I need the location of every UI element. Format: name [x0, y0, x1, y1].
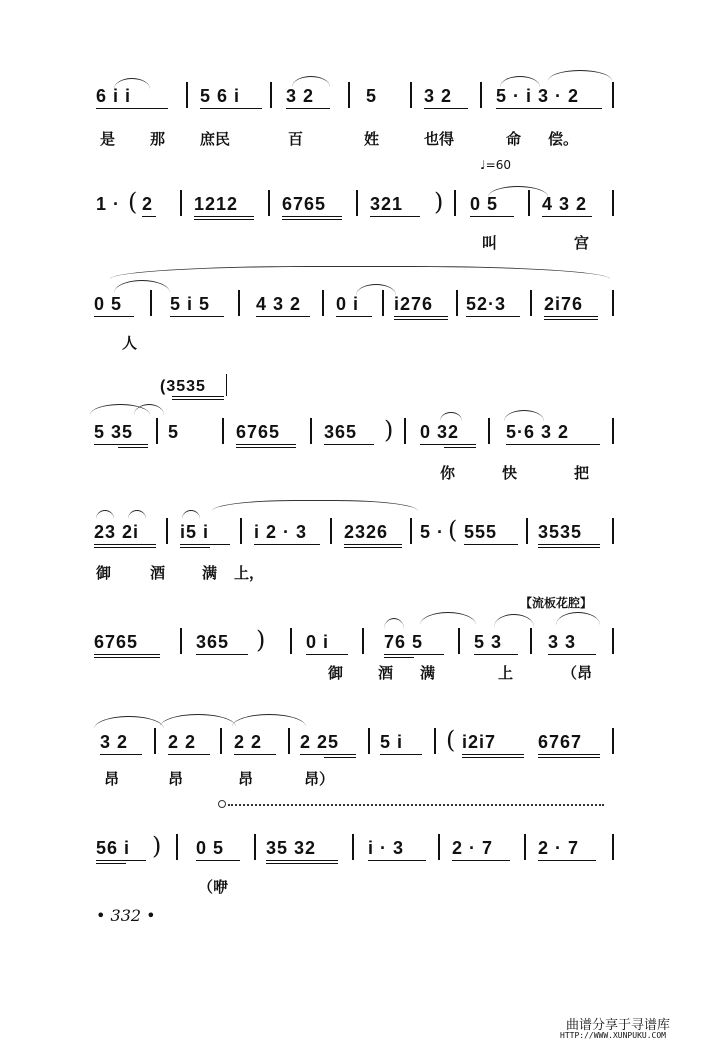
- lyric: 酒: [378, 664, 394, 682]
- underline: [168, 754, 210, 755]
- underline: [544, 316, 598, 317]
- underline: [142, 216, 156, 217]
- row-3-notes-e: i276: [394, 294, 434, 314]
- underline: [172, 399, 224, 400]
- slur: [160, 714, 236, 727]
- slur: [548, 70, 612, 81]
- row-7-notes-g: 6767: [538, 732, 583, 752]
- underline: [394, 319, 448, 320]
- lyric: 满: [202, 564, 218, 582]
- slur: [440, 412, 462, 421]
- lyric: 酒: [150, 564, 166, 582]
- barline: [410, 82, 412, 108]
- barline: [530, 628, 532, 654]
- underline: [94, 544, 156, 545]
- paren-open: (: [446, 726, 456, 754]
- underline: [368, 860, 426, 861]
- barline: [454, 190, 456, 216]
- barline: [612, 518, 614, 544]
- underline: [344, 547, 402, 548]
- row-7-notes-f: i2i7: [462, 732, 497, 752]
- row-6-notes-d: 76 5: [384, 632, 424, 652]
- row-5-notes-d: 2326: [344, 522, 389, 542]
- row-2-notes-a: 1 ·: [96, 194, 121, 214]
- underline: [538, 547, 600, 548]
- slur: [500, 76, 540, 87]
- barline: [362, 628, 364, 654]
- underline: [254, 544, 320, 545]
- slur: [182, 510, 200, 519]
- barline: [368, 728, 370, 754]
- lyric: 昂）: [304, 770, 335, 788]
- underline: [194, 216, 254, 217]
- barline: [524, 834, 526, 860]
- section-tag: 【流板花腔】: [520, 596, 593, 610]
- underline: [542, 216, 592, 217]
- row-6-notes-f: 3 3: [548, 632, 577, 652]
- underline: [194, 219, 254, 220]
- underline: [324, 444, 374, 445]
- paren-close: ): [434, 188, 444, 216]
- underline: [506, 444, 600, 445]
- underline: [100, 754, 142, 755]
- barline: [310, 418, 312, 444]
- page-number: • 332 •: [96, 906, 156, 925]
- underline: [538, 544, 600, 545]
- long-slur: [110, 266, 610, 279]
- underline: [384, 657, 414, 658]
- underline: [496, 108, 602, 109]
- underline: [96, 108, 168, 109]
- barline: [348, 82, 350, 108]
- row-5-notes-g: 3535: [538, 522, 583, 542]
- underline: [234, 754, 276, 755]
- lyric: 快: [502, 464, 518, 482]
- barline: [410, 518, 412, 544]
- underline: [424, 108, 468, 109]
- underline: [306, 654, 348, 655]
- underline: [344, 544, 402, 545]
- row-8-notes-f: 2 · 7: [538, 838, 580, 858]
- row-3-notes-b: 5 i 5: [170, 294, 211, 314]
- barline: [176, 834, 178, 860]
- lyric: 上，: [234, 564, 265, 582]
- row-1-notes-f: 5 · i 3 · 2: [496, 86, 580, 106]
- slur: [356, 284, 396, 295]
- lyric: 姓: [364, 130, 380, 148]
- row-2-notes-e: 321: [370, 194, 404, 214]
- barline: [612, 418, 614, 444]
- underline: [180, 544, 230, 545]
- barline: [254, 834, 256, 860]
- lyric: 满: [420, 664, 436, 682]
- slur: [488, 186, 548, 197]
- barline: [166, 518, 168, 544]
- lyric: 偿。: [548, 130, 579, 148]
- underline: [380, 754, 422, 755]
- barline: [156, 418, 158, 444]
- underline: [462, 757, 524, 758]
- underline: [394, 316, 448, 317]
- underline: [266, 863, 338, 864]
- barline: [288, 728, 290, 754]
- underline: [466, 316, 520, 317]
- fermata-circle: [218, 800, 226, 808]
- row-2-notes-c: 1212: [194, 194, 239, 214]
- underline: [94, 316, 134, 317]
- underline: [548, 654, 596, 655]
- underline: [370, 216, 420, 217]
- slur: [420, 612, 476, 625]
- underline: [180, 547, 210, 548]
- barline: [612, 290, 614, 316]
- underline: [420, 444, 476, 445]
- underline: [286, 108, 330, 109]
- lyric: 昂: [104, 770, 120, 788]
- row-3-notes-d: 0 i: [336, 294, 360, 314]
- lyric: 把: [574, 464, 590, 482]
- slur: [128, 510, 146, 519]
- barline: [612, 728, 614, 754]
- row-4-notes-a: 5 35: [94, 422, 134, 442]
- barline: [290, 628, 292, 654]
- underline: [266, 860, 338, 861]
- row-8-notes-d: i · 3: [368, 838, 405, 858]
- barline: [240, 518, 242, 544]
- underline: [544, 319, 598, 320]
- underline: [282, 216, 342, 217]
- underline: [196, 654, 248, 655]
- underline: [384, 654, 444, 655]
- barline: [526, 518, 528, 544]
- underline: [94, 547, 156, 548]
- slur: [232, 714, 306, 727]
- barline: [530, 290, 532, 316]
- barline: [404, 418, 406, 444]
- long-slur: [212, 500, 418, 511]
- row-7-notes-d: 2 25: [300, 732, 340, 752]
- barline: [330, 518, 332, 544]
- lyric: 御: [328, 664, 344, 682]
- slur: [96, 510, 114, 519]
- row-7-notes-b: 2 2: [168, 732, 197, 752]
- row-6-notes-e: 5 3: [474, 632, 503, 652]
- row-1-notes-e: 3 2: [424, 86, 453, 106]
- tempo-value: =60: [485, 158, 511, 172]
- barline: [480, 82, 482, 108]
- slur: [292, 76, 330, 87]
- underline: [236, 447, 296, 448]
- underline: [94, 654, 160, 655]
- barline: [434, 728, 436, 754]
- row-3-notes-c: 4 3 2: [256, 294, 302, 314]
- row-8-notes-b: 0 5: [196, 838, 225, 858]
- row-5-notes-b: i5 i: [180, 522, 210, 542]
- barline: [322, 290, 324, 316]
- row-4-notes-c: 6765: [236, 422, 281, 442]
- underline: [444, 447, 476, 448]
- barline: [186, 82, 188, 108]
- row-5-notes-a: 23 2i: [94, 522, 140, 542]
- lyric: 人: [122, 334, 138, 352]
- slur: [94, 716, 164, 729]
- row-3-notes-g: 2i76: [544, 294, 584, 314]
- slur: [114, 78, 150, 89]
- lyric: 上: [498, 664, 514, 682]
- paren-close: ): [256, 626, 266, 654]
- underline: [324, 757, 356, 758]
- underline: [462, 754, 524, 755]
- barline: [438, 834, 440, 860]
- underline: [172, 396, 224, 397]
- paren-open: (: [448, 516, 458, 544]
- barline: [268, 190, 270, 216]
- barline: [150, 290, 152, 316]
- row-1-notes-a: 6 i i: [96, 86, 132, 106]
- row-1-notes-d: 5: [366, 86, 378, 106]
- underline: [452, 860, 510, 861]
- underline: [538, 754, 600, 755]
- barline: [352, 834, 354, 860]
- underline: [236, 444, 296, 445]
- slur: [114, 280, 170, 293]
- row-1-notes-b: 5 6 i: [200, 86, 241, 106]
- barline: [226, 374, 227, 396]
- underline: [464, 544, 518, 545]
- barline: [238, 290, 240, 316]
- lyric: 御: [96, 564, 112, 582]
- underline: [538, 860, 596, 861]
- paren-close: ): [152, 832, 162, 860]
- row-4-alt-notes: (3535: [160, 378, 206, 395]
- watermark-url: HTTP://WWW.XUNPUKU.COM: [560, 1031, 666, 1040]
- row-6-notes-c: 0 i: [306, 632, 330, 652]
- barline: [488, 418, 490, 444]
- lyric: （昂: [562, 664, 593, 682]
- row-8-notes-a: 56 i: [96, 838, 131, 858]
- underline: [474, 654, 518, 655]
- row-1-notes-c: 3 2: [286, 86, 315, 106]
- barline: [458, 628, 460, 654]
- lyric: 昂: [238, 770, 254, 788]
- lyric: 宫: [574, 234, 590, 252]
- row-5-notes-e: 5 ·: [420, 522, 445, 542]
- barline: [222, 418, 224, 444]
- paren-close: ): [384, 416, 394, 444]
- lyric: 命: [506, 130, 522, 148]
- underline: [256, 316, 310, 317]
- underline: [94, 657, 160, 658]
- row-7-notes-c: 2 2: [234, 732, 263, 752]
- slur: [556, 612, 600, 625]
- barline: [456, 290, 458, 316]
- paren-open: (: [128, 188, 138, 216]
- underline: [96, 863, 126, 864]
- underline: [170, 316, 224, 317]
- underline: [96, 860, 146, 861]
- slur: [384, 618, 404, 629]
- barline: [180, 190, 182, 216]
- row-4-notes-e: 0 32: [420, 422, 460, 442]
- row-3-notes-a: 0 5: [94, 294, 123, 314]
- row-3-notes-f: 52·3: [466, 294, 507, 314]
- row-2-notes-b: 2: [142, 194, 154, 214]
- underline: [118, 447, 148, 448]
- row-2-notes-d: 6765: [282, 194, 327, 214]
- row-5-notes-f: 555: [464, 522, 498, 542]
- underline: [470, 216, 514, 217]
- lyric: 那: [150, 130, 166, 148]
- barline: [154, 728, 156, 754]
- underline: [94, 444, 148, 445]
- barline: [612, 834, 614, 860]
- slur: [494, 614, 534, 627]
- barline: [612, 628, 614, 654]
- row-5-notes-c: i 2 · 3: [254, 522, 308, 542]
- row-7-notes-a: 3 2: [100, 732, 129, 752]
- barline: [612, 190, 614, 216]
- underline: [282, 219, 342, 220]
- lyric: （咿: [198, 878, 229, 896]
- lyric: 庶民: [200, 130, 231, 148]
- row-4-notes-f: 5·6 3 2: [506, 422, 570, 442]
- trill-line: [228, 804, 604, 806]
- row-2-notes-f: 0 5: [470, 194, 499, 214]
- underline: [200, 108, 262, 109]
- lyric: 昂: [168, 770, 184, 788]
- barline: [612, 82, 614, 108]
- barline: [220, 728, 222, 754]
- underline: [336, 316, 372, 317]
- row-6-notes-a: 6765: [94, 632, 139, 652]
- barline: [180, 628, 182, 654]
- row-7-notes-e: 5 i: [380, 732, 404, 752]
- slur: [504, 410, 544, 421]
- slur: [134, 404, 164, 415]
- lyric: 百: [288, 130, 304, 148]
- row-2-notes-g: 4 3 2: [542, 194, 588, 214]
- row-8-notes-c: 35 32: [266, 838, 317, 858]
- underline: [196, 860, 240, 861]
- underline: [538, 757, 600, 758]
- lyric: 也得: [424, 130, 455, 148]
- barline: [270, 82, 272, 108]
- watermark-text: 曲谱分享于寻谱库: [566, 1018, 671, 1033]
- row-8-notes-e: 2 · 7: [452, 838, 494, 858]
- underline: [300, 754, 356, 755]
- lyric: 是: [100, 130, 116, 148]
- barline: [356, 190, 358, 216]
- lyric: 叫: [482, 234, 498, 252]
- tempo-marking: ♩=60: [480, 158, 511, 172]
- row-4-notes-d: 365: [324, 422, 358, 442]
- lyric: 你: [440, 464, 456, 482]
- row-4-notes-b: 5: [168, 422, 180, 442]
- row-6-notes-b: 365: [196, 632, 230, 652]
